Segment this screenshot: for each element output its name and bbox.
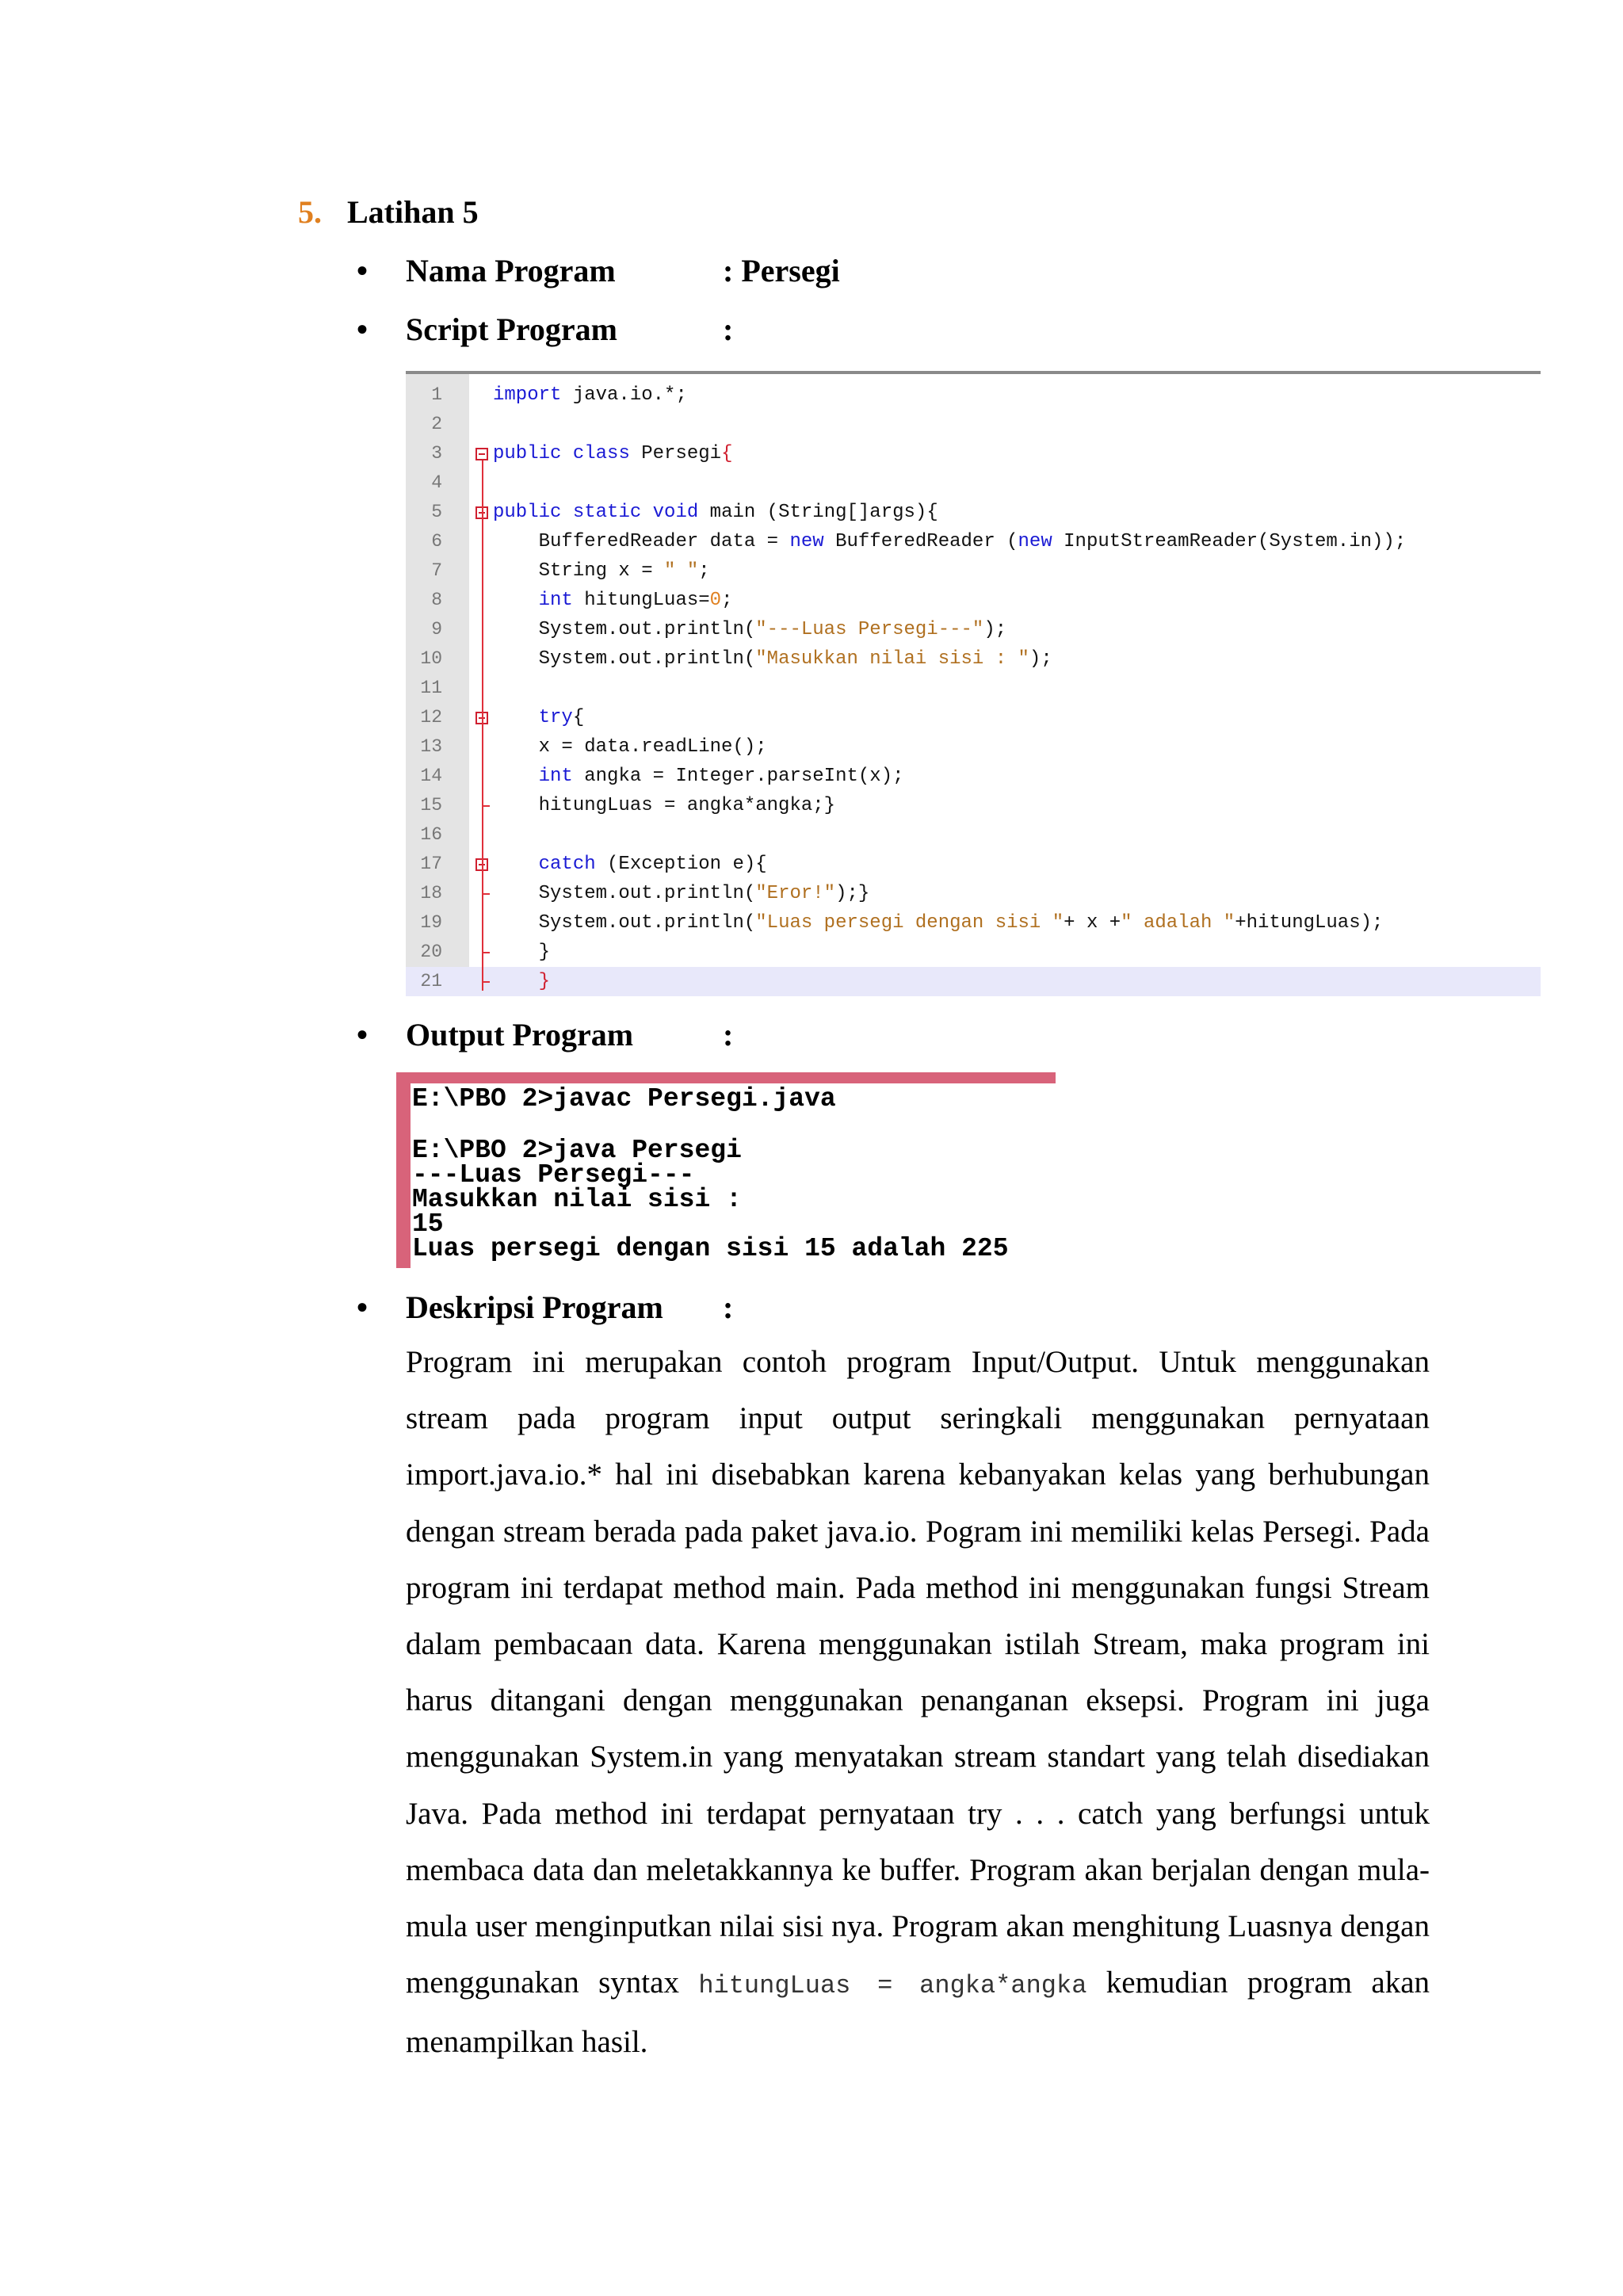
line-number: 7 (431, 560, 442, 581)
section-number: 5. (298, 194, 322, 230)
console-line: Luas persegi dengan sisi 15 adalah 225 (412, 1234, 1009, 1263)
line-number: 1 (431, 384, 442, 405)
fold-end-tick (482, 893, 490, 895)
code-text: BufferedReader data = new BufferedReader (new InputStreamReader(System.in)); (493, 531, 1407, 552)
console-line: Masukkan nilai sisi : (412, 1185, 742, 1214)
code-text: } (493, 942, 551, 963)
fold-collapse-icon[interactable] (475, 448, 488, 460)
code-line (406, 820, 1541, 850)
description-text: Program ini merupakan contoh program Input/Output. Untuk menggunakan stream pada program input output seringkali menggunakan pernyataan import.java.io.* hal ini disebabkan karena kebanyakan kelas yang berhubungan dengan stream berada pada paket java.io. Pogram ini memiliki kelas Persegi. Pada program ini terdapat method main. Pada method ini menggunakan fungsi Stream dalam pembacaan data. Karena menggunakan istilah Stream, maka program ini harus ditangani dengan menggunakan penanganan eksepsi. Program ini juga menggunakan System.in yang menyatakan stream standart yang telah disediakan Java. Pada method ini terdapat pernyataan try . . . catch yang berfungsi untuk membaca data dan meletakkannya ke buffer. Program akan berjalan dengan mula-mula user menginputkan nilai sisi nya. Program akan menghitung Luasnya dengan menggunakan syntax (406, 1345, 1430, 2000)
code-line (406, 380, 1541, 410)
line-number: 20 (420, 942, 442, 962)
code-line (406, 410, 1541, 439)
code-text: try{ (538, 707, 585, 728)
code-line (406, 556, 1541, 586)
line-number: 15 (420, 795, 442, 816)
fold-end-tick (482, 981, 490, 983)
code-text: public static void main (String[]args){ (493, 502, 938, 523)
fold-end-tick (482, 805, 490, 807)
code-line (406, 967, 1541, 996)
code-line (406, 468, 1541, 498)
nama-program-value: : Persegi (723, 253, 840, 288)
code-editor-screenshot (406, 371, 1541, 995)
console-line: ---Luas Persegi--- (412, 1160, 695, 1190)
line-number: 10 (420, 648, 442, 669)
code-text: System.out.println("Luas persegi dengan sisi "+ x +" adalah "+hitungLuas); (493, 912, 1384, 934)
code-text: public class Persegi{ (493, 443, 733, 464)
fold-guide-line (482, 460, 483, 991)
bullet-icon: • (357, 1289, 369, 1325)
line-number: 14 (420, 766, 442, 786)
code-text: String x = " "; (493, 560, 710, 582)
line-number: 4 (431, 472, 442, 493)
output-program-colon: : (723, 1017, 734, 1052)
code-line (406, 938, 1541, 967)
code-line (406, 850, 1541, 879)
code-text: System.out.println("Masukkan nilai sisi : "); (493, 648, 1052, 670)
code-text: hitungLuas = angka*angka;} (493, 795, 836, 816)
description-code-snippet: hitungLuas = angka*angka (698, 1971, 1087, 2001)
description-text-end: kemudian program akan menampilkan hasil. (406, 1966, 1430, 2060)
line-number: 19 (420, 912, 442, 933)
line-number: 9 (431, 619, 442, 640)
code-line (406, 439, 1541, 468)
code-line (406, 644, 1541, 674)
section-heading (298, 193, 479, 231)
code-line (406, 586, 1541, 615)
code-text: int angka = Integer.parseInt(x); (538, 766, 904, 787)
code-line (406, 703, 1541, 732)
line-number: 11 (420, 678, 442, 698)
deskripsi-program-colon: : (723, 1289, 734, 1325)
line-number: 5 (431, 502, 442, 522)
bullet-icon: • (357, 253, 369, 288)
editor-top-border (406, 371, 1541, 374)
code-line (406, 615, 1541, 644)
line-number: 16 (420, 824, 442, 845)
line-number: 12 (420, 707, 442, 728)
line-number: 17 (420, 854, 442, 874)
code-line (406, 879, 1541, 908)
nama-program-label: Nama Program (406, 253, 616, 288)
code-line (406, 527, 1541, 556)
section-title: Latihan 5 (347, 194, 479, 230)
script-program-label: Script Program (406, 311, 617, 347)
console-output-screenshot (396, 1072, 1056, 1268)
code-line (406, 732, 1541, 762)
code-text: } (538, 971, 551, 992)
console-line: E:\PBO 2>javac Persegi.java (412, 1084, 836, 1114)
console-left-border (396, 1072, 411, 1268)
output-program-label: Output Program (406, 1017, 634, 1052)
console-line: E:\PBO 2>java Persegi (412, 1136, 742, 1165)
code-text: catch (Exception e){ (538, 854, 767, 875)
line-number: 2 (431, 414, 442, 434)
code-line (406, 762, 1541, 791)
bullet-icon: • (357, 311, 369, 347)
line-number: 6 (431, 531, 442, 552)
code-line (406, 791, 1541, 820)
console-line: 15 (412, 1209, 444, 1239)
code-text: import java.io.*; (493, 384, 687, 406)
script-program-colon: : (723, 311, 734, 347)
code-text: x = data.readLine(); (493, 736, 767, 758)
bullet-icon: • (357, 1017, 369, 1052)
line-number: 13 (420, 736, 442, 757)
code-line (406, 498, 1541, 527)
deskripsi-program-label: Deskripsi Program (406, 1289, 663, 1325)
code-text: System.out.println("Eror!");} (493, 883, 870, 904)
description-paragraph (406, 1334, 1430, 2071)
code-text: int hitungLuas=0; (538, 590, 733, 611)
line-number: 8 (431, 590, 442, 610)
code-line (406, 908, 1541, 938)
console-top-border (396, 1072, 1056, 1083)
line-number: 18 (420, 883, 442, 904)
line-number: 3 (431, 443, 442, 464)
code-text: System.out.println("---Luas Persegi---"); (493, 619, 1007, 640)
code-line (406, 674, 1541, 703)
line-number: 21 (420, 971, 442, 991)
fold-end-tick (482, 952, 490, 953)
